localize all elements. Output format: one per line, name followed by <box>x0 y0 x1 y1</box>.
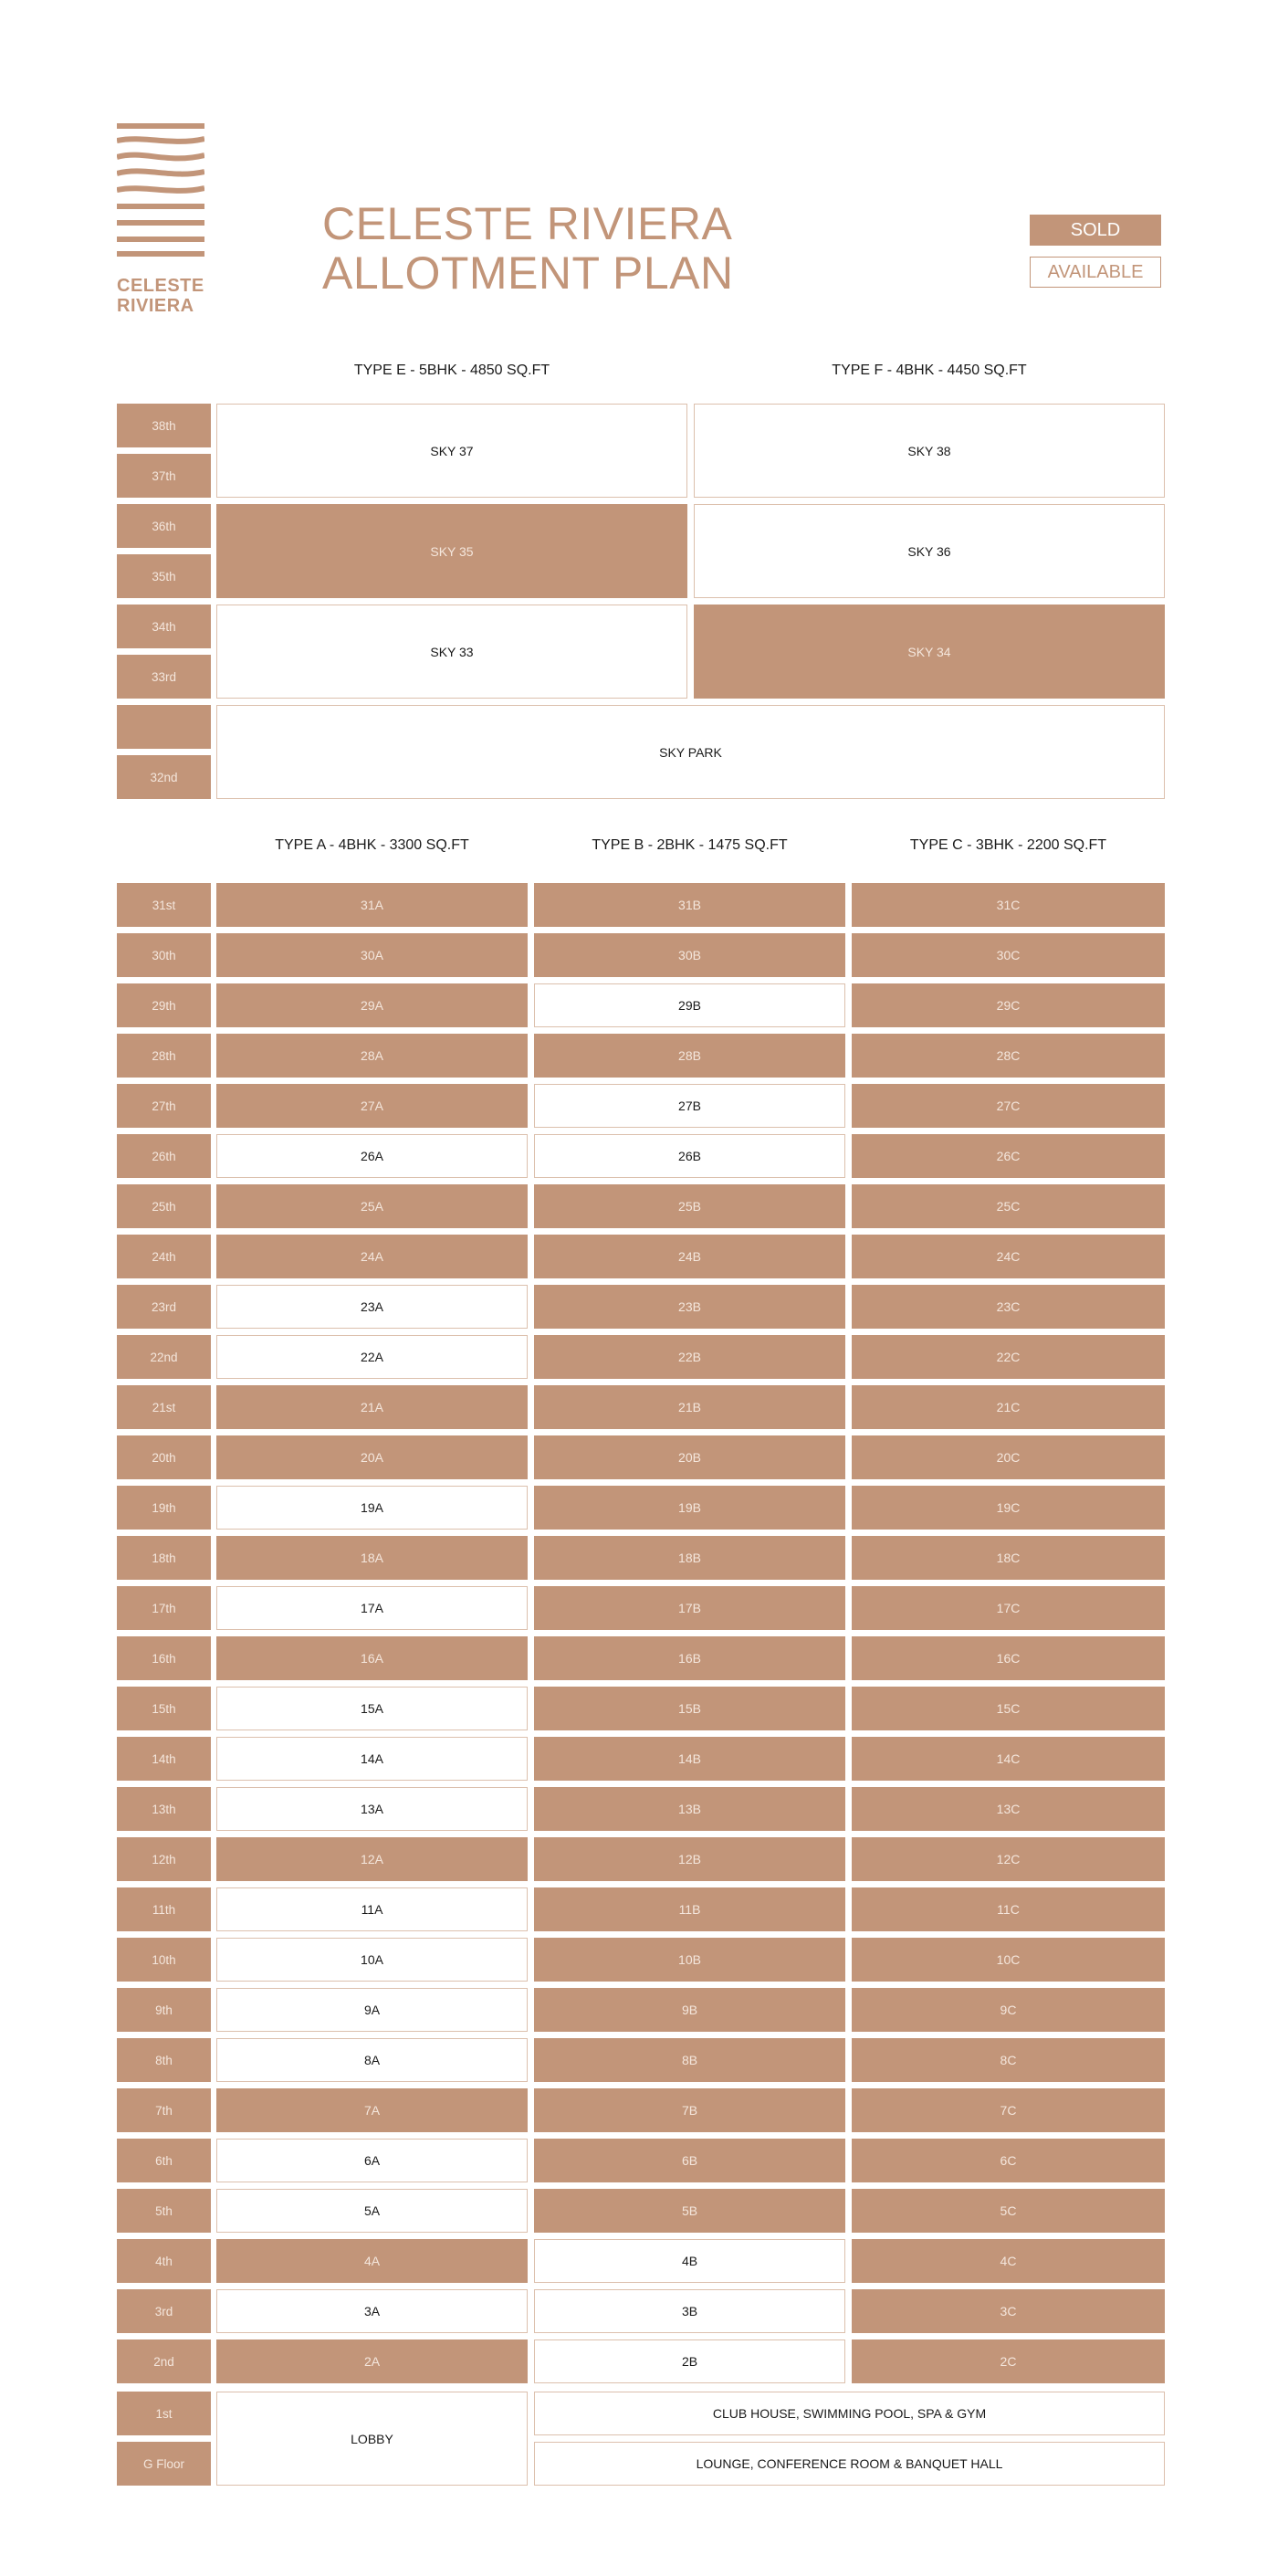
unit-5A[interactable]: 5A <box>216 2189 528 2233</box>
floor-label-12th: 12th <box>117 1837 211 1881</box>
unit-20B[interactable]: 20B <box>534 1435 845 1479</box>
unit-25B[interactable]: 25B <box>534 1184 845 1228</box>
unit-11C[interactable]: 11C <box>852 1887 1165 1931</box>
unit-24C[interactable]: 24C <box>852 1235 1165 1278</box>
unit-30B[interactable]: 30B <box>534 933 845 977</box>
floor-label-20th: 20th <box>117 1435 211 1479</box>
lobby: LOBBY <box>216 2392 528 2486</box>
unit-14C[interactable]: 14C <box>852 1737 1165 1781</box>
floor-label-19th: 19th <box>117 1486 211 1530</box>
unit-14B[interactable]: 14B <box>534 1737 845 1781</box>
legend-available: AVAILABLE <box>1030 257 1161 288</box>
unit-31C[interactable]: 31C <box>852 883 1165 927</box>
floor-label-4th: 4th <box>117 2239 211 2283</box>
unit-27A[interactable]: 27A <box>216 1084 528 1128</box>
page-title <box>322 199 734 298</box>
type-f-header: TYPE F - 4BHK - 4450 SQ.FT <box>832 363 1027 378</box>
logo-line2: RIVIERA <box>117 296 194 316</box>
unit-26B[interactable]: 26B <box>534 1134 845 1178</box>
unit-25C[interactable]: 25C <box>852 1184 1165 1228</box>
floor-label-21st: 21st <box>117 1385 211 1429</box>
floor-label-17th: 17th <box>117 1586 211 1630</box>
unit-8C[interactable]: 8C <box>852 2038 1165 2082</box>
unit-28A[interactable]: 28A <box>216 1034 528 1078</box>
unit-30C[interactable]: 30C <box>852 933 1165 977</box>
floor-label-32nd: 32nd <box>117 755 211 799</box>
unit-2A[interactable]: 2A <box>216 2339 528 2383</box>
unit-10B[interactable]: 10B <box>534 1938 845 1982</box>
unit-21C[interactable]: 21C <box>852 1385 1165 1429</box>
floor-label-29th: 29th <box>117 983 211 1027</box>
floor-label-15th: 15th <box>117 1687 211 1730</box>
unit-22C[interactable]: 22C <box>852 1335 1165 1379</box>
unit-11B[interactable]: 11B <box>534 1887 845 1931</box>
unit-4B[interactable]: 4B <box>534 2239 845 2283</box>
unit-sky-34[interactable]: SKY 34 <box>694 605 1165 699</box>
floor-label-36th: 36th <box>117 504 211 548</box>
unit-4C[interactable]: 4C <box>852 2239 1165 2283</box>
unit-6C[interactable]: 6C <box>852 2139 1165 2182</box>
unit-29B[interactable]: 29B <box>534 983 845 1027</box>
unit-31B[interactable]: 31B <box>534 883 845 927</box>
floor-label-10th: 10th <box>117 1938 211 1982</box>
waves-icon <box>117 122 204 268</box>
unit-31A[interactable]: 31A <box>216 883 528 927</box>
floor-label-24th: 24th <box>117 1235 211 1278</box>
unit-7C[interactable]: 7C <box>852 2088 1165 2132</box>
floor-label-2nd: 2nd <box>117 2339 211 2383</box>
unit-16C[interactable]: 16C <box>852 1636 1165 1680</box>
unit-6B[interactable]: 6B <box>534 2139 845 2182</box>
unit-20A[interactable]: 20A <box>216 1435 528 1479</box>
unit-16A[interactable]: 16A <box>216 1636 528 1680</box>
floor-label-35th: 35th <box>117 554 211 598</box>
unit-sky-33[interactable]: SKY 33 <box>216 605 687 699</box>
unit-3B[interactable]: 3B <box>534 2289 845 2333</box>
unit-29C[interactable]: 29C <box>852 983 1165 1027</box>
floor-label-31st: 31st <box>117 883 211 927</box>
unit-15B[interactable]: 15B <box>534 1687 845 1730</box>
unit-sky-36[interactable]: SKY 36 <box>694 504 1165 598</box>
logo-line1: CELESTE <box>117 276 204 296</box>
unit-21B[interactable]: 21B <box>534 1385 845 1429</box>
title-line1: CELESTE RIVIERA <box>322 198 733 249</box>
unit-23B[interactable]: 23B <box>534 1285 845 1329</box>
floor-label-28th: 28th <box>117 1034 211 1078</box>
floor-label-23rd: 23rd <box>117 1285 211 1329</box>
title-line2: ALLOTMENT PLAN <box>322 247 734 299</box>
floor-label-22nd: 22nd <box>117 1335 211 1379</box>
floor-label-14th: 14th <box>117 1737 211 1781</box>
unit-12A[interactable]: 12A <box>216 1837 528 1881</box>
floor-label-9th: 9th <box>117 1988 211 2032</box>
unit-15C[interactable]: 15C <box>852 1687 1165 1730</box>
unit-sky-38[interactable]: SKY 38 <box>694 404 1165 498</box>
unit-27B[interactable]: 27B <box>534 1084 845 1128</box>
unit-17B[interactable]: 17B <box>534 1586 845 1630</box>
floor-label-6th: 6th <box>117 2139 211 2182</box>
unit-4A[interactable]: 4A <box>216 2239 528 2283</box>
unit-3C[interactable]: 3C <box>852 2289 1165 2333</box>
clubhouse-amenities: CLUB HOUSE, SWIMMING POOL, SPA & GYM <box>534 2392 1165 2435</box>
unit-14A[interactable]: 14A <box>216 1737 528 1781</box>
unit-28C[interactable]: 28C <box>852 1034 1165 1078</box>
floor-label-blank <box>117 705 211 749</box>
floor-label-30th: 30th <box>117 933 211 977</box>
floor-label-ground: G Floor <box>117 2442 211 2486</box>
unit-19B[interactable]: 19B <box>534 1486 845 1530</box>
unit-20C[interactable]: 20C <box>852 1435 1165 1479</box>
unit-22A[interactable]: 22A <box>216 1335 528 1379</box>
logo-wordmark <box>117 276 204 316</box>
floor-label-37th: 37th <box>117 454 211 498</box>
floor-label-27th: 27th <box>117 1084 211 1128</box>
unit-13B[interactable]: 13B <box>534 1787 845 1831</box>
unit-25A[interactable]: 25A <box>216 1184 528 1228</box>
floor-label-5th: 5th <box>117 2189 211 2233</box>
unit-12B[interactable]: 12B <box>534 1837 845 1881</box>
floor-label-8th: 8th <box>117 2038 211 2082</box>
unit-9B[interactable]: 9B <box>534 1988 845 2032</box>
unit-24B[interactable]: 24B <box>534 1235 845 1278</box>
unit-26C[interactable]: 26C <box>852 1134 1165 1178</box>
unit-8A[interactable]: 8A <box>216 2038 528 2082</box>
unit-18C[interactable]: 18C <box>852 1536 1165 1580</box>
unit-26A[interactable]: 26A <box>216 1134 528 1178</box>
type-b-header: TYPE B - 2BHK - 1475 SQ.FT <box>592 837 788 853</box>
unit-30A[interactable]: 30A <box>216 933 528 977</box>
unit-3A[interactable]: 3A <box>216 2289 528 2333</box>
floor-label-18th: 18th <box>117 1536 211 1580</box>
floor-label-11th: 11th <box>117 1887 211 1931</box>
unit-18B[interactable]: 18B <box>534 1536 845 1580</box>
floor-label-25th: 25th <box>117 1184 211 1228</box>
unit-7B[interactable]: 7B <box>534 2088 845 2132</box>
floor-label-13th: 13th <box>117 1787 211 1831</box>
unit-11A[interactable]: 11A <box>216 1887 528 1931</box>
unit-13C[interactable]: 13C <box>852 1787 1165 1831</box>
type-c-header: TYPE C - 3BHK - 2200 SQ.FT <box>909 837 1107 853</box>
unit-sky-37[interactable]: SKY 37 <box>216 404 687 498</box>
unit-16B[interactable]: 16B <box>534 1636 845 1680</box>
unit-sky-35[interactable]: SKY 35 <box>216 504 687 598</box>
floor-label-16th: 16th <box>117 1636 211 1680</box>
unit-7A[interactable]: 7A <box>216 2088 528 2132</box>
unit-13A[interactable]: 13A <box>216 1787 528 1831</box>
sky-park: SKY PARK <box>216 705 1165 799</box>
unit-23A[interactable]: 23A <box>216 1285 528 1329</box>
floor-label-1st: 1st <box>117 2392 211 2435</box>
floor-label-7th: 7th <box>117 2088 211 2132</box>
unit-2B[interactable]: 2B <box>534 2339 845 2383</box>
brand-logo <box>117 122 204 316</box>
unit-6A[interactable]: 6A <box>216 2139 528 2182</box>
floor-label-26th: 26th <box>117 1134 211 1178</box>
unit-28B[interactable]: 28B <box>534 1034 845 1078</box>
unit-23C[interactable]: 23C <box>852 1285 1165 1329</box>
lounge-amenities: LOUNGE, CONFERENCE ROOM & BANQUET HALL <box>534 2442 1165 2486</box>
unit-17C[interactable]: 17C <box>852 1586 1165 1630</box>
unit-12C[interactable]: 12C <box>852 1837 1165 1881</box>
unit-9C[interactable]: 9C <box>852 1988 1165 2032</box>
unit-10A[interactable]: 10A <box>216 1938 528 1982</box>
unit-17A[interactable]: 17A <box>216 1586 528 1630</box>
unit-5B[interactable]: 5B <box>534 2189 845 2233</box>
unit-29A[interactable]: 29A <box>216 983 528 1027</box>
unit-15A[interactable]: 15A <box>216 1687 528 1730</box>
unit-10C[interactable]: 10C <box>852 1938 1165 1982</box>
floor-label-3rd: 3rd <box>117 2289 211 2333</box>
unit-27C[interactable]: 27C <box>852 1084 1165 1128</box>
unit-19A[interactable]: 19A <box>216 1486 528 1530</box>
floor-label-34th: 34th <box>117 605 211 648</box>
unit-8B[interactable]: 8B <box>534 2038 845 2082</box>
unit-18A[interactable]: 18A <box>216 1536 528 1580</box>
unit-5C[interactable]: 5C <box>852 2189 1165 2233</box>
unit-24A[interactable]: 24A <box>216 1235 528 1278</box>
unit-19C[interactable]: 19C <box>852 1486 1165 1530</box>
type-e-header: TYPE E - 5BHK - 4850 SQ.FT <box>353 363 550 378</box>
floor-label-33rd: 33rd <box>117 655 211 699</box>
unit-21A[interactable]: 21A <box>216 1385 528 1429</box>
type-a-header: TYPE A - 4BHK - 3300 SQ.FT <box>275 837 469 853</box>
unit-9A[interactable]: 9A <box>216 1988 528 2032</box>
legend-sold: SOLD <box>1030 215 1161 246</box>
floor-label-38th: 38th <box>117 404 211 447</box>
unit-2C[interactable]: 2C <box>852 2339 1165 2383</box>
unit-22B[interactable]: 22B <box>534 1335 845 1379</box>
